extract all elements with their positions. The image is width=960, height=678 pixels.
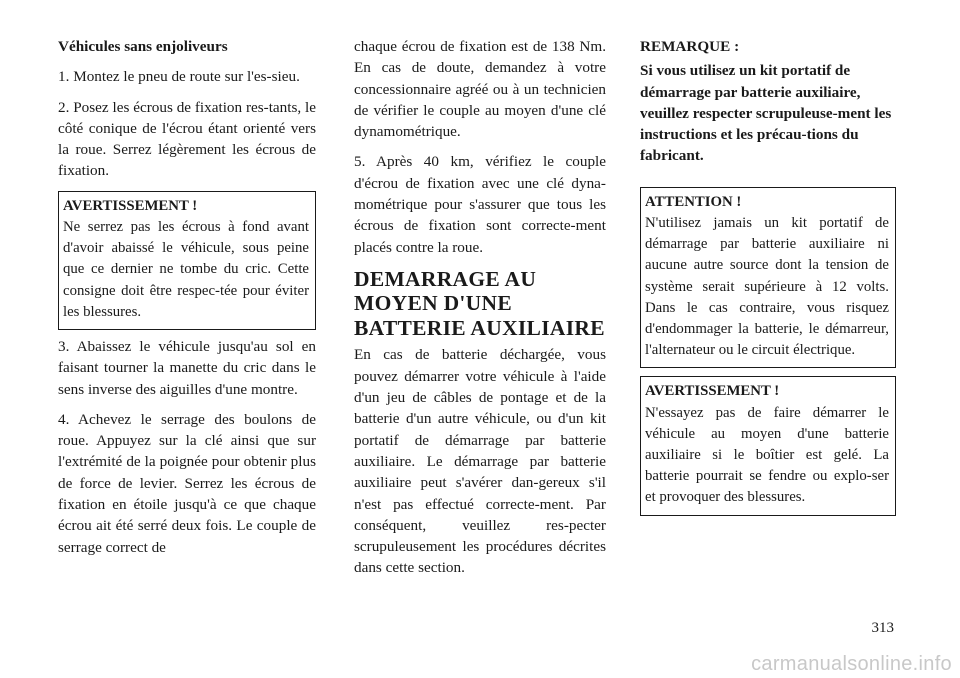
- section-title: DEMARRAGE AU MOYEN D'UNE BATTERIE AUXILIAIRE: [354, 266, 605, 340]
- torque-paragraph: chaque écrou de fixation est de 138 Nm. En cas de doute, demandez à votre concessionnaire agréé ou à un technicien de vérifier le couple au moyen d'une clé dynamométrique.: [354, 38, 606, 141]
- subsection-heading: Véhicules sans enjoliveurs: [58, 38, 228, 55]
- remark-text: Si vous utilisez un kit portatif de démarrage par batterie auxiliaire, veuillez respecter scrupuleuse-ment les instructions et les précau-tions du fabricant.: [640, 62, 892, 165]
- attention-box: [640, 187, 896, 369]
- watermark-logo: carmanualsonline.info: [751, 653, 952, 675]
- step-4-paragraph: 4. Achevez le serrage des boulons de roue. Appuyez sur la clé ainsi que sur l'extrémité de la poignée pour obtenir plus de force de levier. Serrez les écrous de fixation en étoile jusqu'à ce que chaque écrou ait été serré deux fois. Le couple de serrage correct de: [58, 410, 316, 556]
- column-middle: [354, 36, 606, 588]
- intro-paragraph: En cas de batterie déchargée, vous pouvez démarrer votre véhicule à l'aide d'un jeu de câbles de pontage et de la batterie d'un autre véhicule, ou d'un kit portatif de démarrage par batterie auxiliaire. Le démarrage par batterie auxiliaire peut s'avérer dan-gereux s'il n'est pas effectué correcte-ment. Par conséquent, veuillez res-pecter scrupuleusement les procédures décrites dans cette section.: [354, 346, 606, 577]
- warning2-text: N'essayez pas de faire démarrer le véhicule au moyen d'une batterie auxiliaire si le boîtier est gelé. La batterie pourrait se fendre ou explo-ser et provoquer des blessures.: [645, 404, 889, 506]
- attention-title: ATTENTION !: [645, 193, 742, 210]
- warning2-box: [640, 376, 896, 515]
- page-number: 313: [871, 620, 894, 636]
- attention-text: N'utilisez jamais un kit portatif de démarrage par batterie auxiliaire ni aucune autre source dont la tension de système serait supérieure à 12 volts. Dans le cas contraire, vous risquez d'endommager la batterie, le démarreur, l'alternateur ou le circuit électrique.: [645, 214, 889, 359]
- step-1-paragraph: 1. Montez le pneu de route sur l'es-sieu.: [58, 68, 300, 86]
- column-right: [640, 36, 896, 522]
- warning2-title: AVERTISSEMENT !: [645, 383, 780, 400]
- warning-box: [58, 191, 316, 330]
- step-2-paragraph: 2. Posez les écrous de fixation res-tants, le côté conique de l'écrou étant orienté vers la roue. Serrez légèrement les écrous de fixation.: [58, 98, 316, 180]
- column-left: [58, 36, 316, 567]
- warning-text: Ne serrez pas les écrous à fond avant d'avoir abaissé le véhicule, sous peine que ce dernier ne tombe du cric. Cette consigne doit être respec-tée pour éviter les blessures.: [63, 218, 309, 320]
- step-5-paragraph: 5. Après 40 km, vérifiez le couple d'écrou de fixation avec une clé dyna-mométrique pour s'assurer que tous les écrous de fixation sont correcte-ment placés contre la roue.: [354, 153, 606, 256]
- step-3-paragraph: 3. Abaissez le véhicule jusqu'au sol en faisant tourner la manette du cric dans le sens inverse des aiguilles d'une montre.: [58, 338, 316, 398]
- warning-title: AVERTISSEMENT !: [63, 197, 198, 214]
- remark-title: REMARQUE :: [640, 38, 740, 55]
